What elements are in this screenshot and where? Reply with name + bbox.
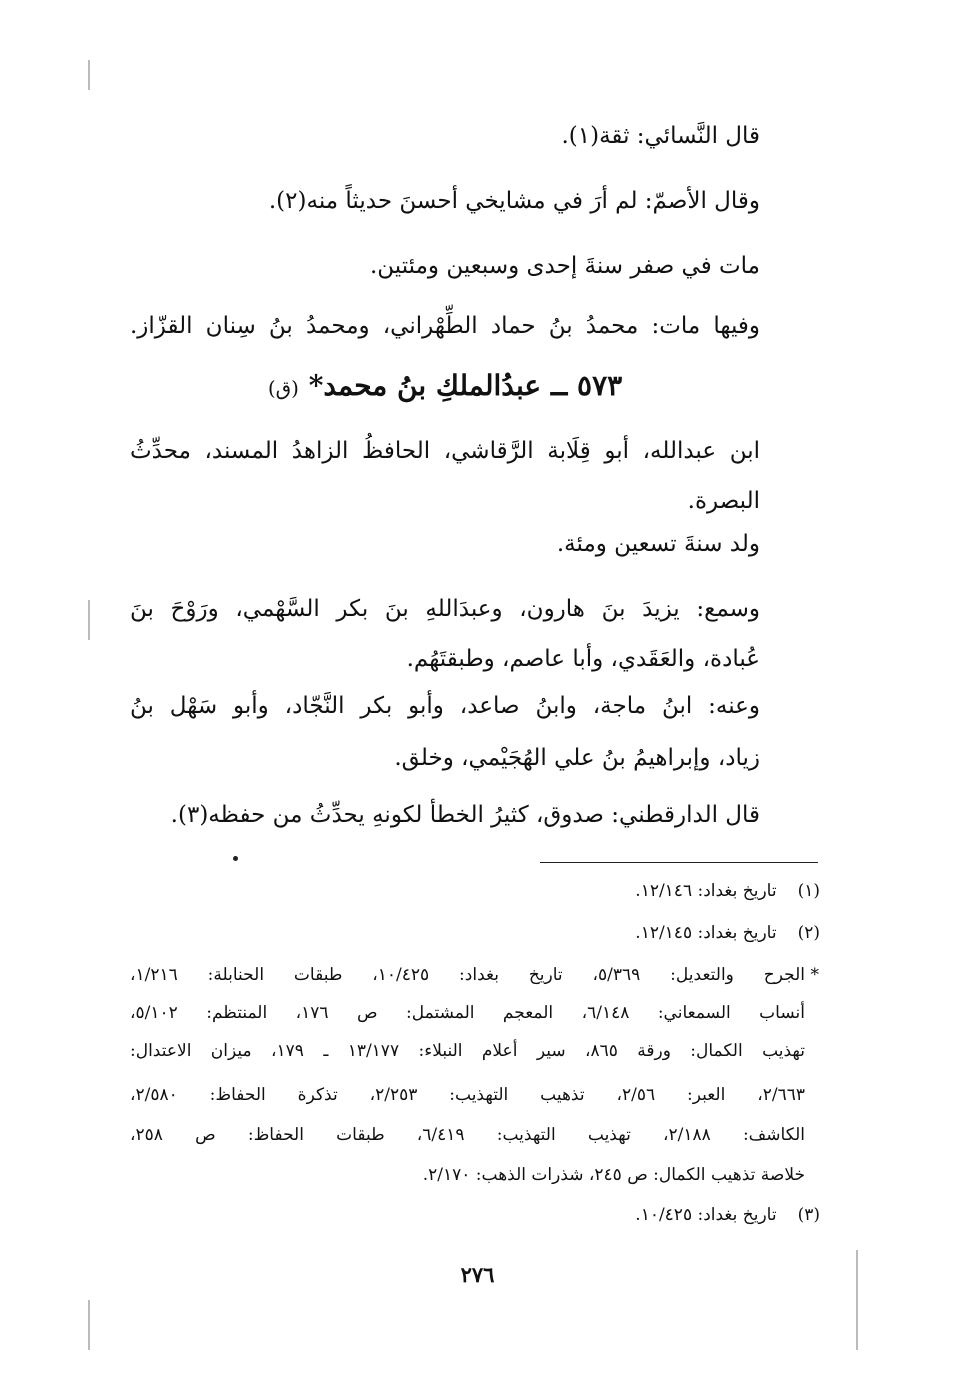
entry-tag: (ق) [267,376,299,400]
text-line: قال الدارقطني: صدوق، كثيرُ الخطأ لكونهِ يحدِّثُ من حفظه(٣). [170,802,760,828]
entry-title: ٥٧٣ ــ عبدُالملكِ بنُ محمد* [308,369,623,402]
text-line: زياد، وإبراهيمُ بنُ علي الهُجَيْمي، وخلق. [394,745,760,771]
footnote-marker: (٢) [797,923,820,943]
footnote-text: تاريخ بغداد: ١٢/١٤٥. [635,923,777,943]
text-line: وفيها مات: محمدُ بنُ حماد الطِّهْراني، ومحمدُ بنُ سِنان القزّاز. [130,313,760,339]
footnote [130,876,820,906]
footnote-separator [540,862,818,863]
footnote [130,1200,820,1230]
ink-dot [233,856,238,861]
footnote-marker: (١) [797,881,820,901]
scan-edge-mark [88,600,90,640]
footnote [130,918,820,948]
text-line: ابن عبدالله، أبو قِلَابة الرَّقاشي، الحافظُ الزاهدُ المسند، محدِّثُ [130,438,760,464]
footnote-text: تاريخ بغداد: ١٢/١٤٦. [635,881,777,901]
scan-edge-mark [856,1250,858,1350]
footnote-star-marker: * [810,965,819,985]
footnote-text: تاريخ بغداد: ١٠/٤٢٥. [635,1205,777,1225]
text-line: وعنه: ابنُ ماجة، وابنُ صاعد، وأبو بكر النَّجّاد، وأبو سَهْل بنُ [130,693,760,719]
text-line: البصرة. [687,488,760,514]
text-line: ولد سنةَ تسعين ومئة. [556,531,760,557]
footnote-sources-line: خلاصة تذهيب الكمال: ص ٢٤٥، شذرات الذهب: ٢/١٧٠. [422,1165,805,1185]
footnote-sources-line: أنساب السمعاني: ٦/١٤٨، المعجم المشتمل: ص ١٧٦، المنتظم: ٥/١٠٢، [130,1003,805,1023]
footnote-sources-line: ٢/٦٦٣، العبر: ٢/٥٦، تذهيب التهذيب: ٢/٢٥٣، تذكرة الحفاظ: ٢/٥٨٠، [130,1085,805,1105]
scan-edge-mark [88,60,90,90]
scan-edge-mark [88,1300,90,1350]
text-line: عُبادة، والعَقَدي، وأبا عاصم، وطبقتَهُم. [406,646,760,672]
text-line: قال النَّسائي: ثقة(١). [561,123,760,149]
footnote-marker: (٣) [797,1205,820,1225]
footnote-sources-line: الجرح والتعديل: ٥/٣٦٩، تاريخ بغداد: ١٠/٤٢٥، طبقات الحنابلة: ١/٢١٦، [130,965,806,985]
page-number: ٢٧٦ [460,1262,495,1287]
footnote-sources-line: الكاشف: ٢/١٨٨، تهذيب التهذيب: ٦/٤١٩، طبقات الحفاظ: ص ٢٥٨، [130,1125,805,1145]
text-line: مات في صفر سنةَ إحدى وسبعين ومئتين. [369,253,760,279]
text-line: وقال الأصمّ: لم أرَ في مشايخي أحسنَ حديثاً منه(٢). [268,188,760,214]
entry-heading [130,366,760,408]
text-line: وسمع: يزيدَ بنَ هارون، وعبدَاللهِ بنَ بكر السَّهْمي، ورَوْحَ بنَ [130,596,760,622]
footnote-sources-line: تهذيب الكمال: ورقة ٨٦٥، سير أعلام النبلاء: ١٣/١٧٧ ـ ١٧٩، ميزان الاعتدال: [130,1041,805,1061]
